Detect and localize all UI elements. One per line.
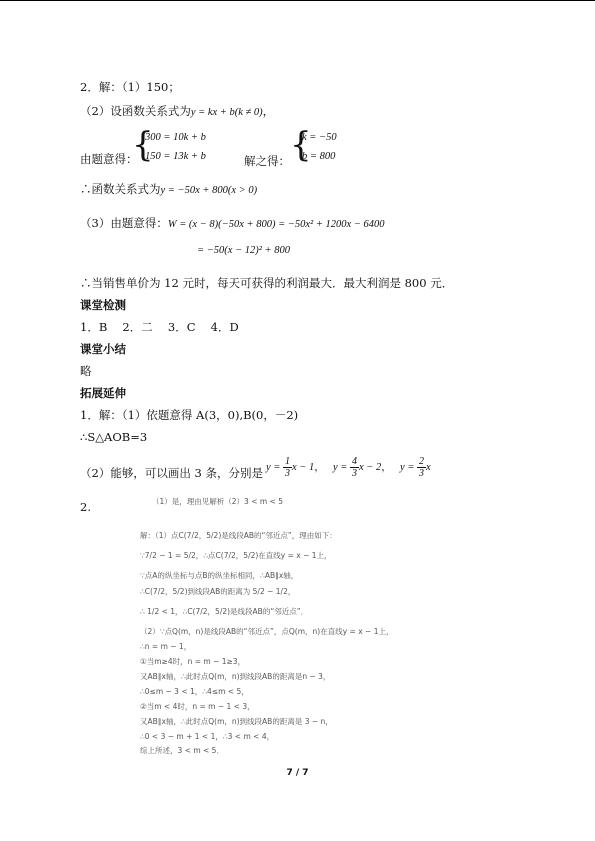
solution-brace: {	[290, 125, 312, 165]
solve-label: 解之得：	[244, 154, 290, 168]
linear-function-formula: y = kx + b(k ≠ 0)	[190, 107, 263, 118]
page-number: 7 / 7	[286, 768, 309, 778]
line-option-1: y = $\frac{1}{3}$ x − 1，	[266, 456, 325, 480]
line-option-3: y = $\frac{2}{3}$ x	[400, 456, 431, 480]
scan-line: 综上所述，3 < m < 5．	[140, 746, 224, 755]
part-2-prefix: （2）设函数关系式为	[80, 104, 191, 118]
scan-line: ②当m < 4时，n = m − 1 < 3，	[140, 702, 255, 711]
scan-line: ∵7/2 − 1 = 5/2，∴点C(7/2，5/2)在直线y = x − 1上，	[140, 551, 332, 560]
scan-line: 又AB∥x轴，∴此时点Q(m，n)到线段AB的距离是n − 3，	[140, 672, 331, 681]
scan-line: ∴0≤m − 3 < 1，∴4≤m < 5，	[140, 687, 249, 696]
top-border-line	[0, 0, 595, 1]
function-expression	[80, 182, 257, 198]
heading-class-check: 课堂检测	[80, 298, 126, 312]
extension-item-2-number: 2.	[80, 500, 91, 514]
answer-2-part-1: 2．解：（1）150；	[80, 80, 180, 94]
scan-line: ∵点A的纵坐标与点B的纵坐标相同，∴AB∥x轴，	[140, 571, 299, 580]
scan-line: ∴ 1/2 < 1，∴C(7/2，5/2)是线段AB的“邻近点”．	[140, 607, 309, 616]
scan-line: 又AB∥x轴，∴此时点Q(m，n)到线段AB的距离是 3 − n，	[140, 717, 333, 726]
solution-b: b = 800	[302, 151, 336, 162]
scan-line: 解：（1）点C(7/2，5/2)是线段AB的“邻近点”，理由如下：	[140, 531, 337, 540]
check-answers: 1．B 2．二 3．C 4．D	[80, 320, 239, 334]
scan-line: ∴C(7/2，5/2)到线段AB的距离为 5/2 − 1/2，	[140, 587, 296, 596]
scan-line: （2）∵点Q(m，n)是线段AB的“邻近点”，点Q(m，n)在直线y = x − 1上，	[140, 627, 394, 636]
heading-class-summary: 课堂小结	[80, 342, 126, 356]
solution-k: k = −50	[302, 132, 337, 143]
part-2-suffix: ，	[262, 104, 275, 118]
equation-label: 由题意得：	[80, 152, 138, 166]
summary-text: 略	[80, 364, 92, 378]
line-option-2: y = $\frac{4}{3}$ x − 2，	[333, 456, 392, 480]
extension-2	[80, 466, 263, 480]
part-3-prefix: （3）由题意得：	[80, 216, 168, 230]
function-formula: y = −50x + 800(x > 0)	[160, 185, 258, 196]
profit-formula: W = (x − 8)(−50x + 800) = −50x² + 1200x − 6400	[167, 219, 385, 230]
equation-1: 300 = 10k + b	[145, 132, 206, 143]
scan-answer: （1）是，理由见解析（2）3 < m < 5	[152, 497, 283, 506]
scanned-solution-image	[132, 497, 402, 755]
function-prefix: ∴函数关系式为	[80, 182, 161, 196]
profit-formula-vertex: = −50(x − 12)² + 800	[197, 245, 291, 256]
equation-2: 150 = 13k + b	[145, 151, 206, 162]
answer-2-part-3	[80, 216, 385, 232]
heading-extension: 拓展延伸	[80, 386, 126, 400]
equation-brace: {	[132, 125, 154, 165]
scan-line: ∴n = m − 1，	[140, 642, 192, 651]
scan-line: ①当m≥4时，n = m − 1≥3，	[140, 657, 246, 666]
conclusion: ∴当销售单价为 12 元时，每天可获得的利润最大．最大利润是 800 元．	[80, 276, 454, 290]
extension-1: 1．解：（1）依题意得 A(3，0),B(0，－2)	[80, 408, 299, 422]
scan-line: ∴0 < 3 − m + 1 < 1，∴3 < m < 4，	[140, 732, 275, 741]
extension-1-area: ∴S△AOB=3	[80, 430, 148, 444]
answer-2-part-2	[80, 104, 274, 120]
extension-2-prefix: （2）能够，可以画出 3 条，分别是	[80, 466, 263, 480]
